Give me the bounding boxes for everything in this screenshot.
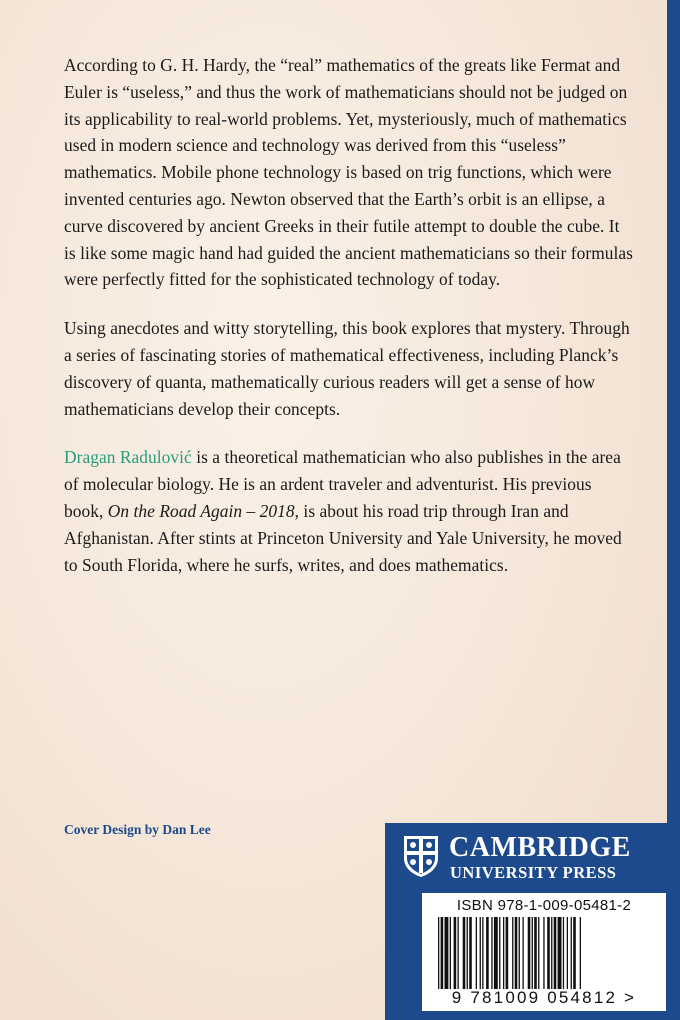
blurb-paragraph-2: Using anecdotes and witty storytelling, this book explores that mystery. Through a series of fascinating stories of mathematical effectiveness, including Planck’s discovery of quanta, mathematically curious readers will get a sense of how mathematicians develop their concepts. (64, 318, 630, 419)
blurb-paragraph-1: According to G. H. Hardy, the “real” mathematics of the greats like Fermat and Euler is “useless,” and thus the work of mathematicians should not be judged on its applicability to real-world problems. Yet, mysteriously, much of mathematics used in modern science and technology was derived from this “useless” mathematics. Mobile phone technology is based on trig functions, which were invented centuries ago. Newton observed that the Earth’s orbit is an ellipse, a curve discovered by ancient Greeks in their futile attempt to double the cube. It is like some magic hand had guided the ancient mathematicians so their formulas were perfectly fitted for the sophisticated technology of today. (64, 55, 633, 290)
author-bio-text-1: is a theoretical mathematician who also publishes in the area of molecular biology. He is an ardent traveler and adventurist. His previous book, (64, 447, 621, 521)
isbn-barcode (422, 893, 666, 1011)
previous-book-title: On the Road Again – 2018 (107, 500, 295, 521)
author-bio (64, 444, 634, 578)
barcode-digits: 9 781009 054812 > (451, 988, 637, 1007)
author-bio-text-2: , is about his road trip through Iran and Afghanistan. After stints at Princeton University and Yale University, he moved to South Florida, where he surfs, writes, and does mathematics. (64, 500, 622, 575)
isbn-label: ISBN 978-1-009-05481-2 (456, 897, 632, 914)
barcode-bars (438, 917, 650, 989)
author-name: Dragan Radulović (64, 447, 192, 468)
publisher-subtitle: UNIVERSITY PRESS (450, 863, 617, 882)
publisher-panel (385, 823, 680, 1020)
publisher-name: CAMBRIDGE (449, 832, 631, 863)
cover-design-credit: Cover Design by Dan Lee (64, 822, 211, 837)
cambridge-crest-icon (402, 834, 440, 878)
cover-blurb (64, 52, 634, 600)
